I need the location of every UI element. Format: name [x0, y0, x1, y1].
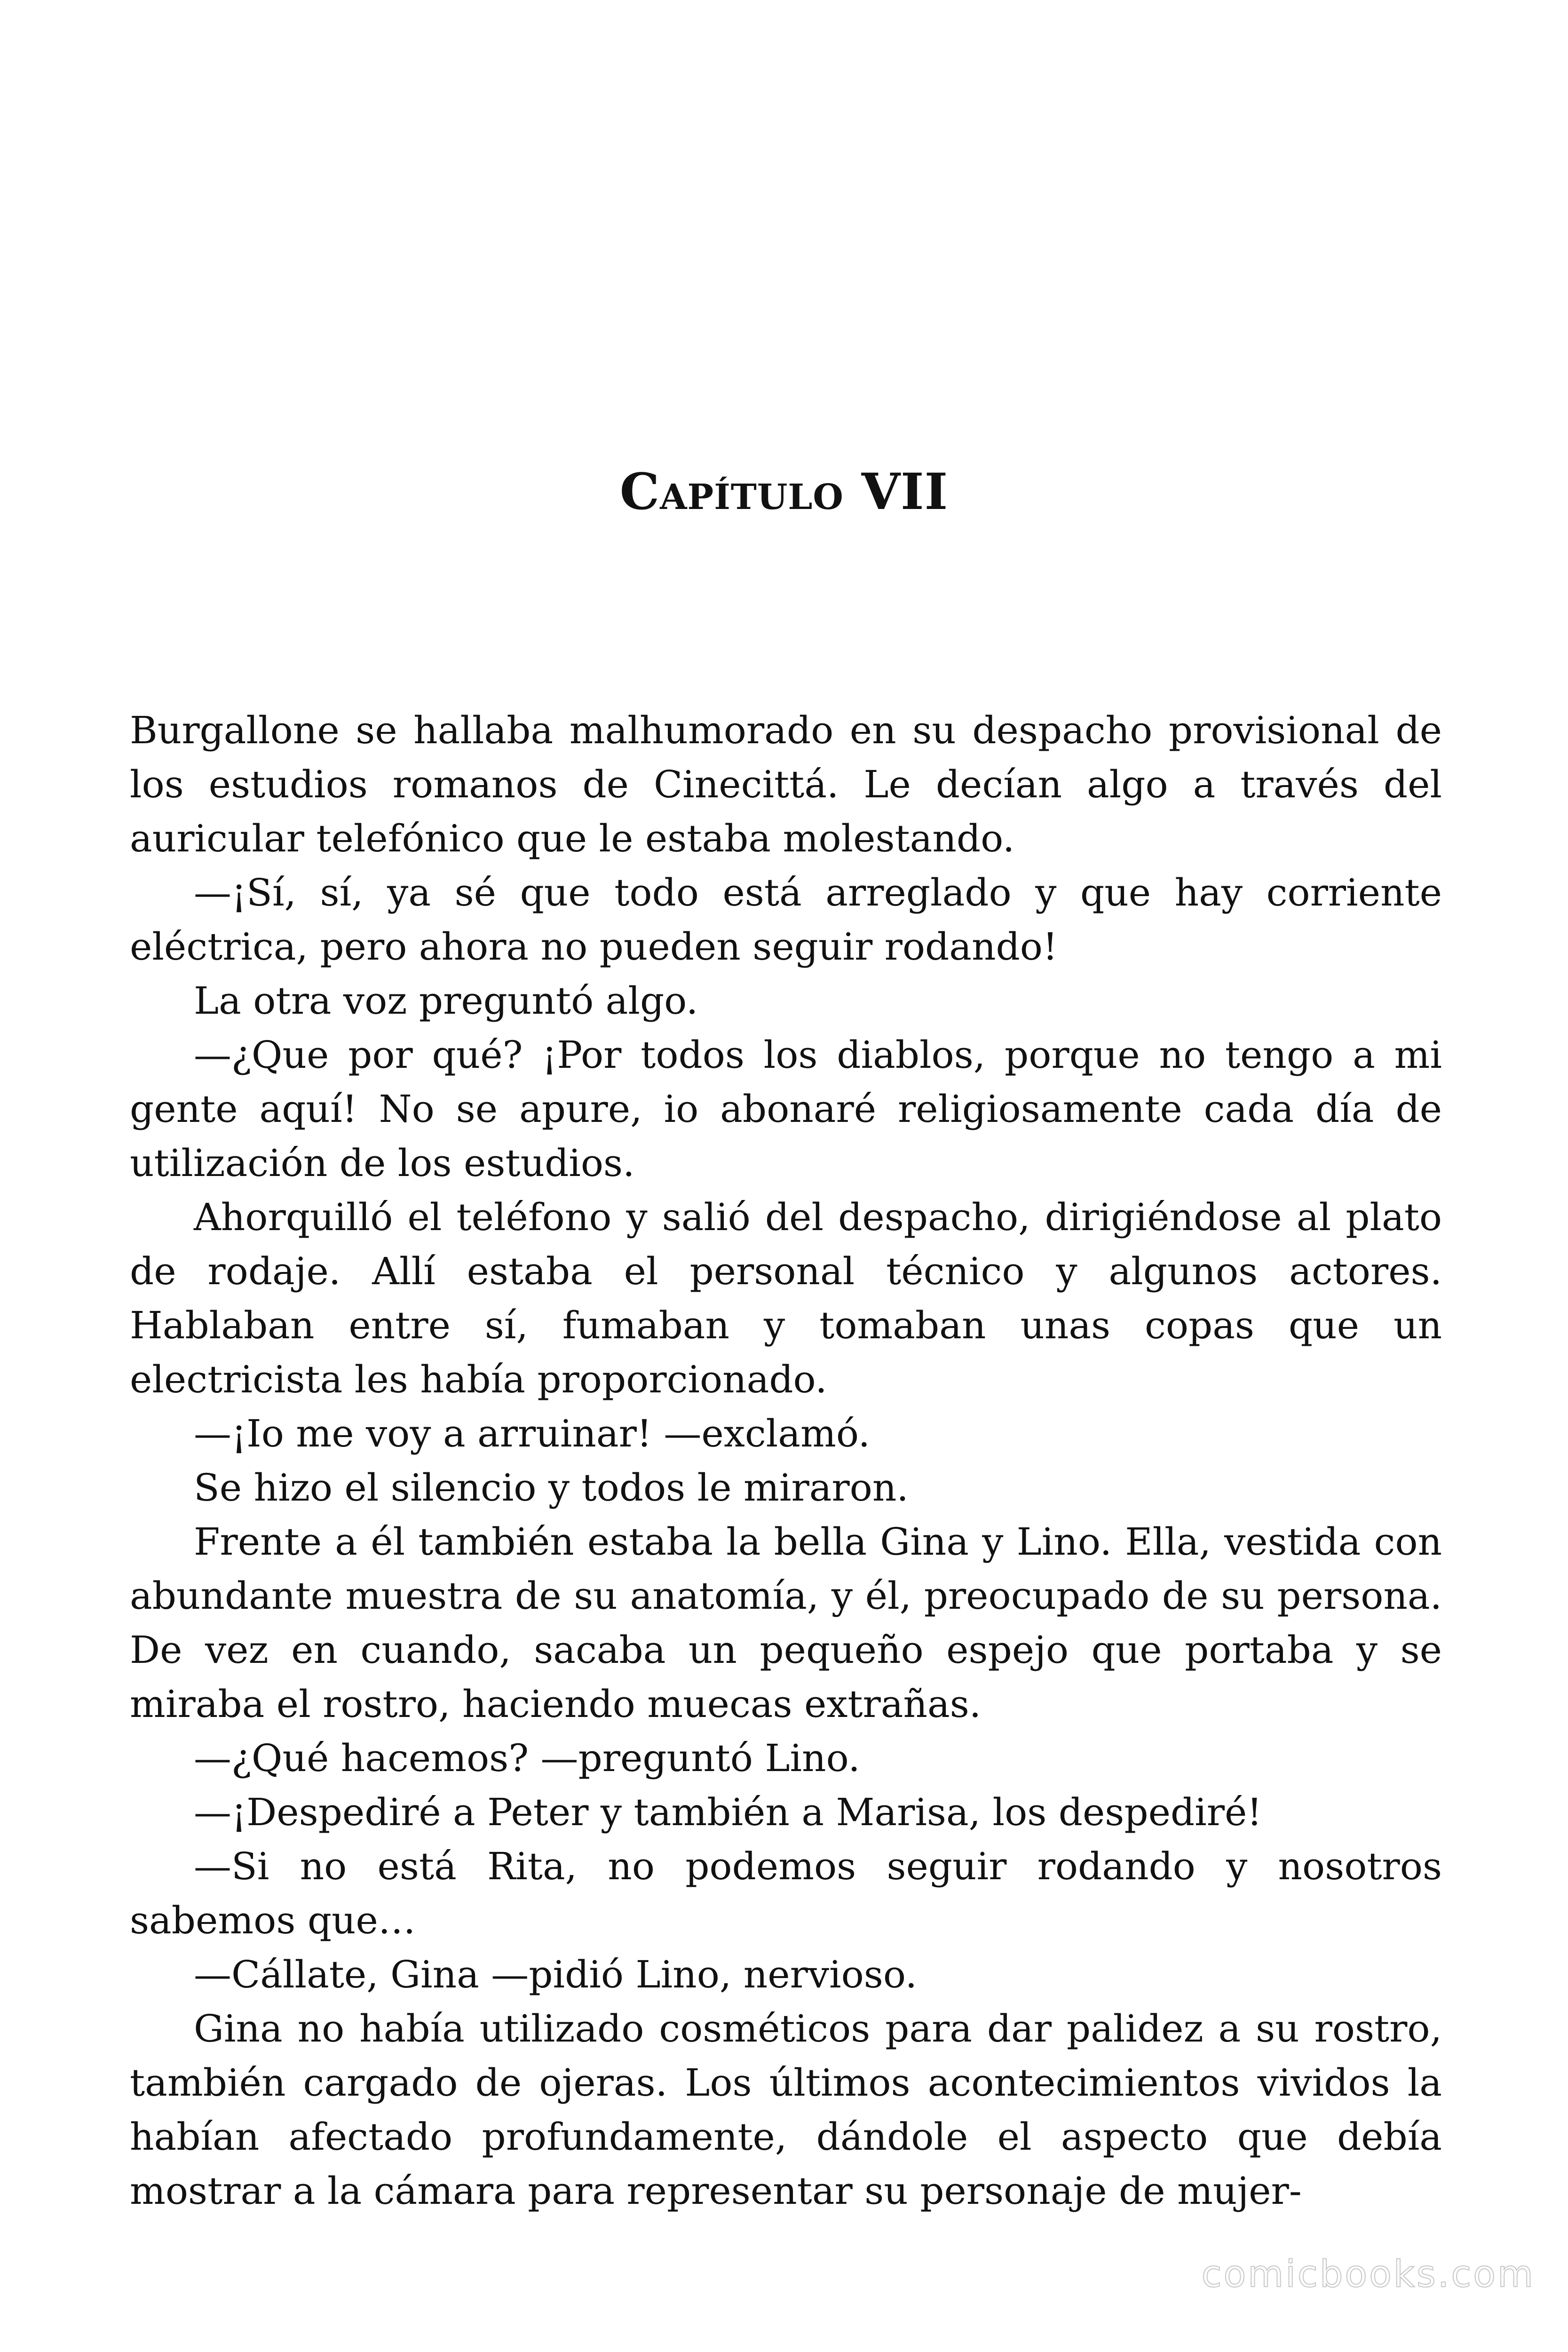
paragraph: —¿Qué hacemos? —preguntó Lino. — [194, 1736, 860, 1780]
paragraph: Gina no había utilizado cosméticos para dar palidez a su rostro, también cargado de ojeras. Los últimos acontecimientos vividos la habían afectado profundamente, dándole el aspecto que debía mostrar a la cámara para representar su personaje de mujer- — [130, 2007, 1442, 2213]
paragraph: —¡Io me voy a arruinar! —exclamó. — [194, 1412, 871, 1455]
chapter-title: Capítulo VII — [619, 462, 949, 521]
paragraph: Ahorquilló el teléfono y salió del despacho, dirigiéndose al plato de rodaje. Allí estaba el personal técnico y algunos actores. Hablaban entre sí, fumaban y tomaban unas copas que un electricista les había proporcionado. — [130, 1195, 1442, 1401]
chapter-body — [130, 703, 1442, 2218]
paragraph: Frente a él también estaba la bella Gina y Lino. Ella, vestida con abundante muestra de su anatomía, y él, preocupado de su persona. De vez en cuando, sacaba un pequeño espejo que portaba y se miraba el rostro, haciendo muecas extrañas. — [130, 1520, 1442, 1726]
paragraph: —¡Sí, sí, ya sé que todo está arreglado y que hay corriente eléctrica, pero ahora no pueden seguir rodando! — [130, 871, 1442, 969]
paragraph: La otra voz preguntó algo. — [194, 979, 698, 1023]
paragraph: Burgallone se hallaba malhumorado en su despacho provisional de los estudios romanos de Cinecittá. Le decían algo a través del auricular telefónico que le estaba molestando. — [130, 708, 1442, 860]
paragraph: —Cállate, Gina —pidió Lino, nervioso. — [194, 1953, 918, 1996]
paragraph: —¡Despediré a Peter y también a Marisa, los despediré! — [194, 1790, 1262, 1834]
paragraph: —¿Que por qué? ¡Por todos los diablos, porque no tengo a mi gente aquí! No se apure, io abonaré religiosamente cada día de utilización de los estudios. — [130, 1033, 1442, 1185]
paragraph: —Si no está Rita, no podemos seguir rodando y nosotros sabemos que… — [130, 1844, 1442, 1942]
paragraph: Se hizo el silencio y todos le miraron. — [194, 1466, 909, 1510]
watermark: comicbooks.com — [1201, 2253, 1535, 2296]
